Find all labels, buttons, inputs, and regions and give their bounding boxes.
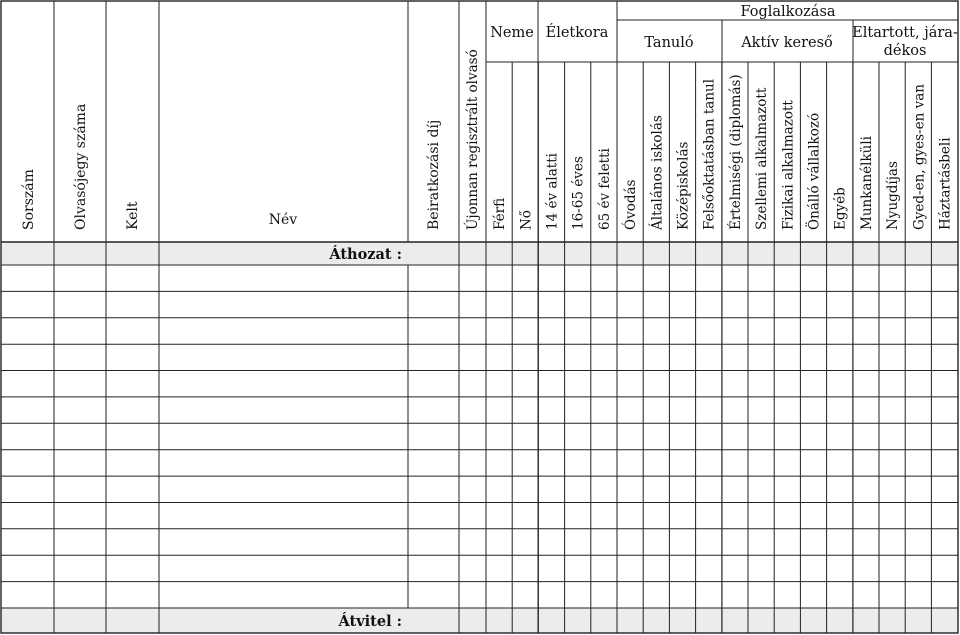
group-foglalkozasa: Foglalkozása — [740, 4, 836, 20]
sub-column-label: Értelmiségi (diplomás) — [727, 74, 744, 230]
group-aktiv-kereso: Aktív kereső — [741, 35, 833, 51]
sub-column-label: Háztartásbeli — [937, 137, 954, 230]
sub-column-label: Egyéb — [832, 187, 849, 230]
col-nev: Név — [268, 212, 298, 228]
sub-column-label: Középiskolás — [675, 141, 692, 230]
sub-column-label: 65 év feletti — [596, 148, 613, 230]
col-ujonnan: Újonnan regisztrált olvasó — [465, 49, 481, 230]
group-eltartott-line1: Eltartott, jára- — [852, 25, 958, 41]
sub-column-label: Nyugdíjas — [885, 161, 902, 230]
group-eletkora: Életkora — [545, 25, 609, 41]
sub-column-label: Gyed-en, gyes-en van — [911, 84, 928, 230]
sub-column-label: Nő — [518, 210, 535, 230]
sub-column-label: Önálló vállalkozó — [806, 112, 823, 230]
col-kelt: Kelt — [125, 201, 141, 230]
sub-column-label: Fizikai alkalmazott — [780, 100, 797, 230]
athozat-label: Áthozat : — [329, 246, 402, 263]
col-beiratkozasi-dij: Beiratkozási díj — [426, 119, 442, 230]
group-tanulo: Tanuló — [644, 35, 694, 51]
sub-column-label: 14 év alatti — [544, 153, 561, 230]
atvitel-label: Átvitel : — [338, 613, 402, 630]
col-sorszam: Sorszám — [21, 169, 37, 230]
sub-column-label: Óvodás — [623, 179, 640, 230]
group-eltartott-line2: dékos — [883, 43, 927, 59]
col-olvasojegy: Olvasójegy száma — [73, 103, 89, 230]
athozat-band — [1, 242, 958, 265]
sub-column-label: Felsőoktatásban tanul — [701, 78, 718, 230]
sub-column-label: Munkanélküli — [858, 136, 875, 230]
sub-column-label: Férfi — [492, 197, 509, 230]
sub-column-label: Általános iskolás — [649, 115, 666, 230]
atvitel-band — [1, 608, 958, 633]
sub-column-label: 16-65 éves — [570, 156, 587, 230]
sub-column-labels — [492, 74, 953, 231]
group-neme: Neme — [490, 25, 534, 41]
sub-column-label: Szellemi alkalmazott — [754, 87, 771, 230]
